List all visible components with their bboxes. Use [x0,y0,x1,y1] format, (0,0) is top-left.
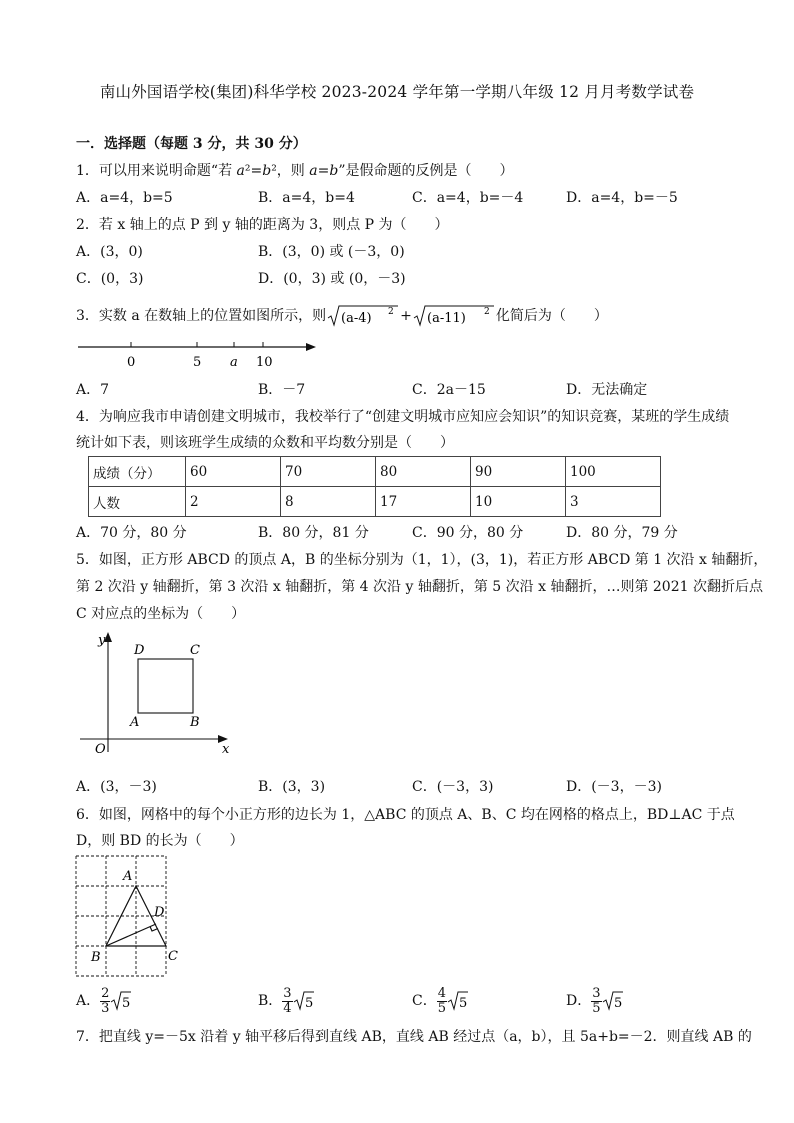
svg-text:2: 2 [483,307,490,317]
vertex-c-label: C [168,949,178,964]
q3-option-a: A．7 [76,382,110,398]
svg-text:(a-11): (a-11) [426,311,466,326]
q5-option-d: D．(－3，－3) [566,779,662,795]
score-table [88,456,661,517]
tick-10: 10 [256,355,273,370]
question-4-stem-line2: 统计如下表，则该班学生成绩的众数和平均数分别是（ ） [76,435,454,451]
svg-text:5: 5 [613,996,622,1011]
svg-text:5: 5 [122,996,131,1011]
table-cell: 2 [186,487,281,517]
x-axis-label: x [222,742,230,757]
y-axis-label: y [98,633,106,648]
vertex-b-label: B [91,950,101,965]
table-cell: 70 [281,457,376,487]
table-cell: 人数 [89,487,186,517]
table-cell: 60 [186,457,281,487]
q2-option-a: A．(3，0) [76,244,143,260]
grid-triangle-figure [74,854,178,978]
tick-0: 0 [127,355,136,370]
q6-option-d: D． $\frac{3}{5}$ 5 [566,985,622,1016]
question-4-stem-line1: 4．为响应我市申请创建文明城市，我校举行了“创建文明城市应知应会知识”的知识竞赛，某班的学生成绩 [76,409,730,425]
question-5-stem-line3: C 对应点的坐标为（ ） [76,606,246,622]
table-cell: 10 [471,487,566,517]
q4-option-b: B．80 分，81 分 [258,525,369,541]
svg-text:2: 2 [388,307,394,317]
number-line [74,336,324,372]
q3-option-d: D．无法确定 [566,382,648,398]
q4-option-a: A．70 分，80 分 [76,525,187,541]
point-d-label: D [134,643,145,658]
q5-option-b: B．(3，3) [258,779,326,795]
q1-option-b: B．a=4，b=4 [258,190,355,206]
table-cell: 17 [376,487,471,517]
question-7-stem: 7．把直线 y=－5x 沿着 y 轴平移后得到直线 AB，直线 AB 经过点（a，b），且 5a+b=－2．则直线 AB 的 [76,1029,752,1045]
table-cell: 80 [376,457,471,487]
q5-option-a: A．(3，－3) [76,779,157,795]
section-heading: 一．选择题（每题 3 分，共 30 分） [76,136,307,152]
q3-option-c: C．2a－15 [412,382,486,398]
q4-option-c: C．90 分，80 分 [412,525,524,541]
point-b-label: B [190,715,200,730]
point-a-label: A [130,715,140,730]
question-2-stem: 2．若 x 轴上的点 P 到 y 轴的距离为 3，则点 P 为（ ） [76,217,449,233]
question-6-stem-line1: 6．如图，网格中的每个小正方形的边长为 1，△ABC 的顶点 A、B、C 均在网格的格点上，BD⊥AC 于点 [76,807,735,823]
q2-option-b: B．(3，0) 或 (－3，0) [258,244,405,260]
q3-option-b: B．－7 [258,382,306,398]
q1-option-a: A．a=4，b=5 [76,190,173,206]
question-5-stem-line2: 第 2 次沿 y 轴翻折，第 3 次沿 x 轴翻折，第 4 次沿 y 轴翻折，第 5 次沿 x 轴翻折，…则第 2021 次翻折后点 [76,579,763,595]
q5-option-c: C．(－3，3) [412,779,494,795]
tick-a: a [230,355,238,370]
table-cell: 8 [281,487,376,517]
question-1-stem: 1．可以用来说明命题“若 a²=b²，则 a=b”是假命题的反例是（ ） [76,163,514,179]
table-cell: 90 [471,457,566,487]
q2-option-c: C．(0，3) [76,271,144,287]
table-cell: 成绩（分） [89,457,186,487]
question-3-stem: 3．实数 a 在数轴上的位置如图所示，则 (a-4) 2 + (a-11) 2 化简后为（ ） [76,304,608,328]
point-d-label: D [154,905,165,920]
square-coordinate-figure [76,628,236,758]
q1-option-d: D．a=4，b=－5 [566,190,678,206]
svg-text:5: 5 [304,996,313,1011]
sqrt-5 [293,990,315,1012]
svg-text:5: 5 [459,996,468,1011]
question-5-stem-line1: 5．如图，正方形 ABCD 的顶点 A，B 的坐标分别为（1，1），(3，1)，若正方形 ABCD 第 1 次沿 x 轴翻折， [76,552,768,568]
sqrt-2 [412,304,496,328]
tick-5: 5 [193,355,202,370]
table-cell: 3 [566,487,661,517]
q2-option-d: D．(0，3) 或 (0，－3) [258,271,406,287]
table-row [89,487,661,517]
q4-option-d: D．80 分，79 分 [566,525,678,541]
origin-label: O [95,742,106,757]
question-6-stem-line2: D，则 BD 的长为（ ） [76,833,244,849]
sqrt-5 [110,990,132,1012]
vertex-a-label: A [123,869,133,884]
q1-option-c: C．a=4，b=－4 [412,190,524,206]
sqrt-1 [326,304,400,328]
q6-option-a: A． $\frac{2}{3}$ 5 [76,985,131,1016]
sqrt-5 [602,990,624,1012]
table-row [89,457,661,487]
table-cell: 100 [566,457,661,487]
sqrt-5 [447,990,469,1012]
q6-option-c: C． $\frac{4}{5}$ 5 [412,985,468,1016]
q6-option-b: B． $\frac{3}{4}$ 5 [258,985,313,1016]
point-c-label: C [190,643,200,658]
exam-title: 南山外国语学校(集团)科华学校 2023-2024 学年第一学期八年级 12 月月考数学试卷 [99,83,695,101]
svg-text:(a-4): (a-4) [341,311,372,326]
